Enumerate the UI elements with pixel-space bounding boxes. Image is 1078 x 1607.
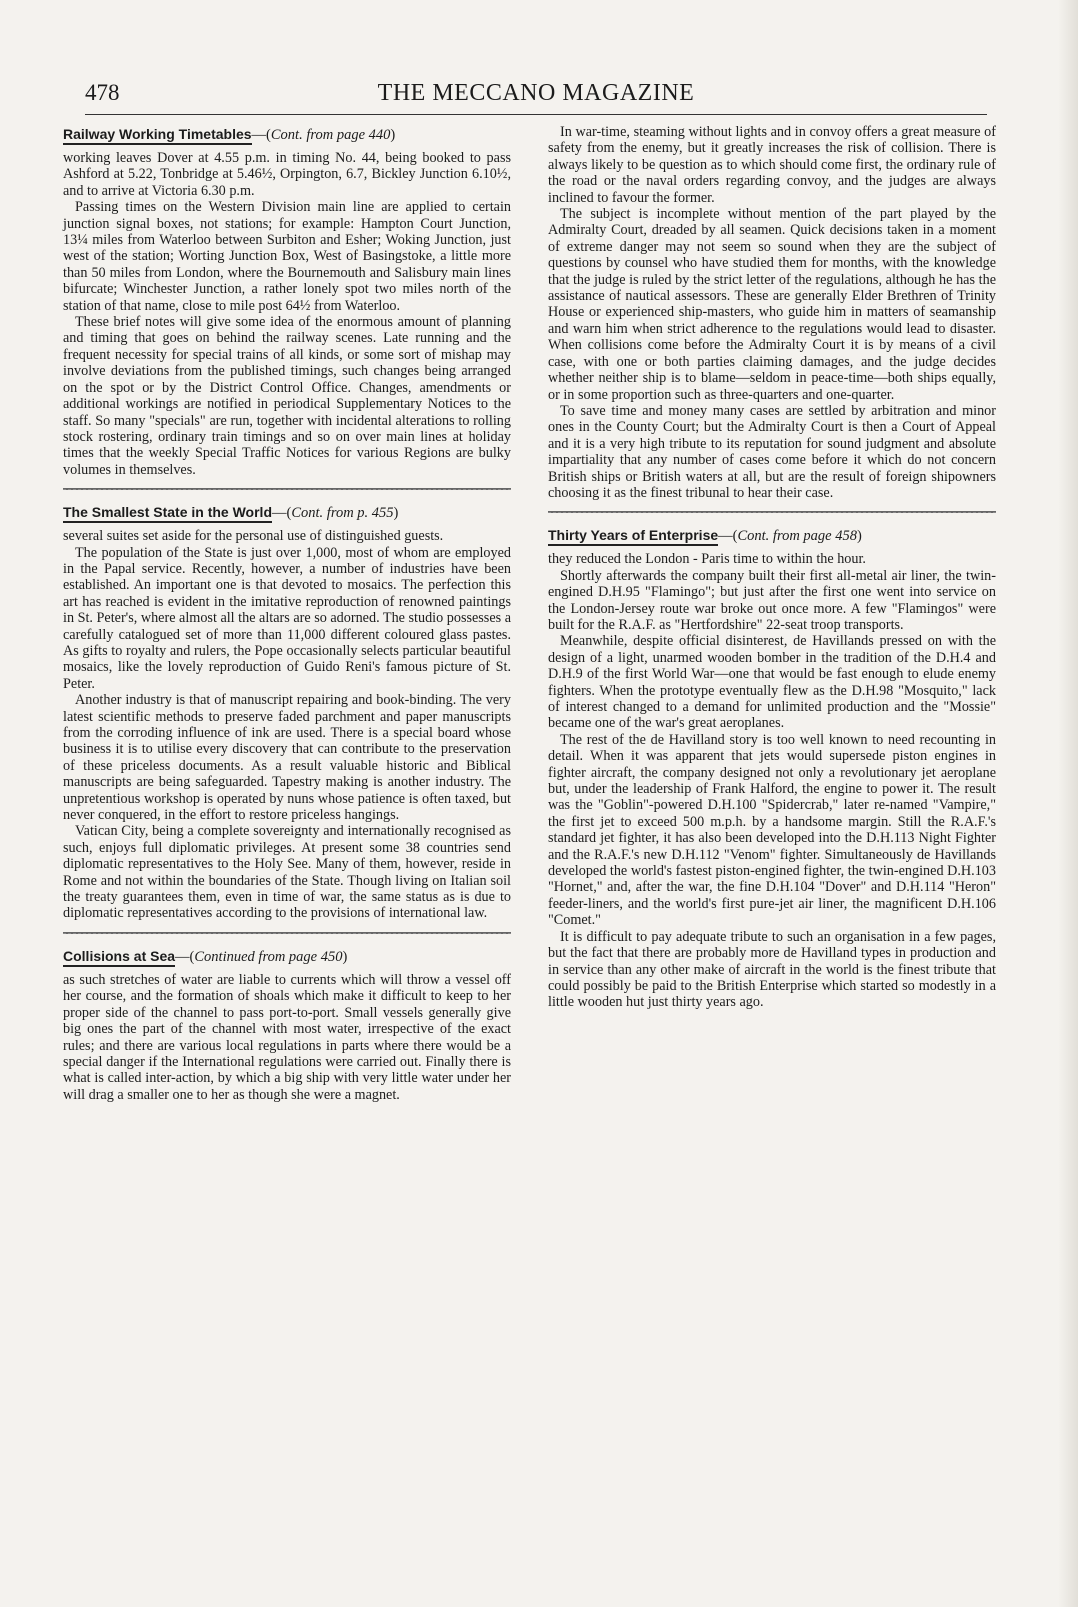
continuation-note: —(Continued from page 450) bbox=[175, 948, 348, 965]
paragraph: To save time and money many cases are settled by arbitration and minor ones in the County Court; but the Admiralty Court is then a Court of Appeal and it is a very high tribute to its reputation for sound judgment and absolute impartiality that any number of cases come before it which do not concern British ships or British waters at all, but are the result of foreign shipowners choosing it as the finest tribunal to hear their case. bbox=[548, 402, 996, 501]
article-collisions-at-sea bbox=[63, 948, 511, 1103]
paragraph: Vatican City, being a complete sovereignty and internationally recognised as such, enjoys full diplomatic privileges. At present some 38 countries send diplomatic representatives to the Holy See. Many of them, however, reside in Rome and not within the boundaries of the State. Though living on Italian soil the treaty guarantees them, even in time of war, the same status as is due to diplomatic representatives according to the provisions of international law. bbox=[63, 823, 511, 922]
article-title: Thirty Years of Enterprise bbox=[548, 527, 718, 546]
page-header bbox=[85, 78, 987, 114]
article-collisions-at-sea-continued bbox=[548, 124, 996, 501]
header-rule bbox=[85, 114, 987, 115]
continuation-note: —(Cont. from p. 455) bbox=[272, 505, 399, 522]
paragraph: The population of the State is just over 1,000, most of whom are employed in the Papal service. Recently, however, a number of industries have been established. An important one is that devoted to mosaics. The perfection this art has reached is evident in the imitative reproduction of renowned paintings in St. Peter's, where almost all the altars are so adorned. The studio possesses a carefully catalogued set of more than 11,000 different coloured glass pastes. As gifts to royalty and rulers, the Pope occasionally selects particular beautiful mosaics, like the lovely reproduction of Guido Reni's famous picture of St. Peter. bbox=[63, 544, 511, 692]
continuation-note: —(Cont. from page 440) bbox=[251, 127, 396, 143]
article-heading bbox=[63, 948, 511, 966]
section-divider bbox=[63, 932, 511, 934]
paragraph: they reduced the London - Paris time to within the hour. bbox=[548, 551, 866, 568]
paragraph: Passing times on the Western Division main line are applied to certain junction signal boxes, not stations; for example: Hampton Court Junction, 13¼ miles from Waterloo between Surbiton and Esher; Woking Junction, just west of the station; Worting Junction Box, West of Basingstoke, a little more than 50 miles from London, where the Bournemouth and Salisbury main lines bifurcate; Winchester Junction, a rather lonely spot two miles north of the station of that name, close to mile post 64½ from Waterloo. bbox=[63, 199, 511, 314]
paragraph: The rest of the de Havilland story is too well known to need recounting in detail. When it was apparent that jets would supersede piston engines in fighter aircraft, the company designed not only a revolutionary jet aeroplane but, under the leadership of Frank Halford, the engine to power it. The result was the "Goblin"-powered D.H.100 "Spidercrab," later re-named "Vampire," the first jet to exceed 500 m.p.h. by a handsome margin. Still the R.A.F.'s standard jet fighter, it has also been developed into the D.H.113 Night Fighter and the R.A.F.'s new D.H.112 "Venom" fighter. Simultaneously de Havillands developed the world's fastest piston-engined fighter, the twin-engined D.H.103 "Hornet," and, after the war, the fine D.H.104 "Dover" and D.H.114 "Heron" feeder-liners, and the world's first pure-jet air liner, the magnificent D.H.106 "Comet." bbox=[548, 731, 996, 929]
magazine-title: THE MECCANO MAGAZINE bbox=[377, 80, 695, 106]
paragraph: These brief notes will give some idea of the enormous amount of planning and timing that goes on behind the railway scenes. Late running and the frequent necessity for special trains of all kinds, or some sort of mishap may involve deviations from the published timings, such changes being arranged on the spot or by the District Control Office. Changes, amendments or additional workings are notified in periodical Supplementary Notices to the staff. So many "specials" are run, together with incidental alterations to rolling stock rostering, ordinary train timings and so on over main lines at holiday times that the weekly Special Traffic Notices for various Regions are bulky volumes in themselves. bbox=[63, 314, 511, 478]
paragraph: The subject is incomplete without mention of the part played by the Admiralty Court, dreaded by all seamen. Quick decisions taken in a moment of extreme danger may not seem so sound when they are the subject of questions by counsel who have studied them for months, with the knowledge that the judge is ruled by the strict letter of the regulations, although he has the assistance of nautical assessors. These are generally Elder Brethren of Trinity House or experienced ship-masters, who guide him in matters of seamanship and warn him when strict adherence to the regulations would lead to disaster. When collisions come before the Admiralty Court it is by means of a civil case, with one or both parties claiming damages, and the judge decides whether neither ship is to blame—seldom in peace-time—both ships equally, or in some proportion such as three-quarters and one-quarter. bbox=[548, 206, 996, 403]
paragraph: Shortly afterwards the company built their first all-metal air liner, the twin-engined D.H.95 "Flamingo"; but just after the first one went into service on the London-Jersey route war broke out once more. A few "Flamingos" were built for the R.A.F. as "Hertfordshire" 22-seat troop transports. bbox=[548, 567, 996, 633]
article-smallest-state bbox=[63, 504, 511, 922]
article-title: Collisions at Sea bbox=[63, 948, 175, 967]
left-column bbox=[63, 124, 511, 1103]
paragraph: It is difficult to pay adequate tribute to such an organisation in a few pages, but the fact that there are probably more de Havilland types in production and in service than any other make of aircraft in the world is the finest tribute that could possibly be paid to the British Enterprise which started so modestly in a little wooden hut just thirty years ago. bbox=[548, 928, 996, 1011]
article-title: The Smallest State in the World bbox=[63, 504, 272, 523]
article-heading bbox=[63, 126, 511, 144]
paragraph: as such stretches of water are liable to currents which will throw a vessel off her course, and the formation of shoals which make it difficult to keep to her proper side of the channel to pass port-to-port. Small vessels generally give big ones the part of the channel with most water, irrespective of the exact rules; and there are various local regulations in parts where there would be a special danger if the International regulations were carried out. Finally there is what is called inter-action, by which a big ship with very little water under her will drag a smaller one to her as though she were a magnet. bbox=[63, 971, 511, 1103]
paragraph: In war-time, steaming without lights and in convoy offers a great measure of safety from the enemy, but it greatly increases the risk of collision. There is always likely to be question as to which should come first, the ordinary rule of the road or the naval orders regarding convoy, and the judges are always inclined to favour the former. bbox=[548, 124, 996, 206]
paragraph: Another industry is that of manuscript repairing and book-binding. The very latest scientific methods to preserve faded parchment and paper manuscripts from the corroding influence of ink are used. There is a special board whose business it is to utilise every discovery that can contribute to the preservation of these priceless documents. As a result valuable historic and Biblical manuscripts are being safeguarded. Tapestry making is another industry. The unpretentious workshop is operated by nuns whose patience is often taxed, but never conquered, in the effort to restore priceless hangings. bbox=[63, 692, 511, 824]
article-heading bbox=[63, 504, 511, 522]
page-edge-shadow bbox=[1058, 0, 1078, 1607]
article-heading bbox=[548, 527, 996, 545]
article-thirty-years bbox=[548, 527, 996, 1010]
page-number: 478 bbox=[85, 80, 120, 105]
paragraph: several suites set aside for the personal use of distinguished guests. bbox=[63, 528, 444, 545]
section-divider bbox=[548, 511, 996, 513]
article-title: Railway Working Timetables bbox=[63, 126, 252, 145]
article-railway-timetables bbox=[63, 126, 511, 478]
right-column bbox=[548, 124, 996, 1011]
paragraph: working leaves Dover at 4.55 p.m. in timing No. 44, being booked to pass Ashford at 5.22, Tonbridge at 5.46½, Orpington, 6.7, Bickley Junction 6.10½, and to arrive at Victoria 6.30 p.m. bbox=[63, 150, 511, 199]
paragraph: Meanwhile, despite official disinterest, de Havillands pressed on with the design of a light, unarmed wooden bomber in the tradition of the D.H.4 and D.H.9 of the first World War—one that would be fast enough to elude enemy fighters. When the prototype eventually flew as the D.H.98 "Mosquito," lack of interest changed to a demand for unlimited production and the "Mossie" became one of the war's great aeroplanes. bbox=[548, 633, 996, 732]
continuation-note: —(Cont. from page 458) bbox=[718, 528, 862, 545]
section-divider bbox=[63, 488, 511, 490]
